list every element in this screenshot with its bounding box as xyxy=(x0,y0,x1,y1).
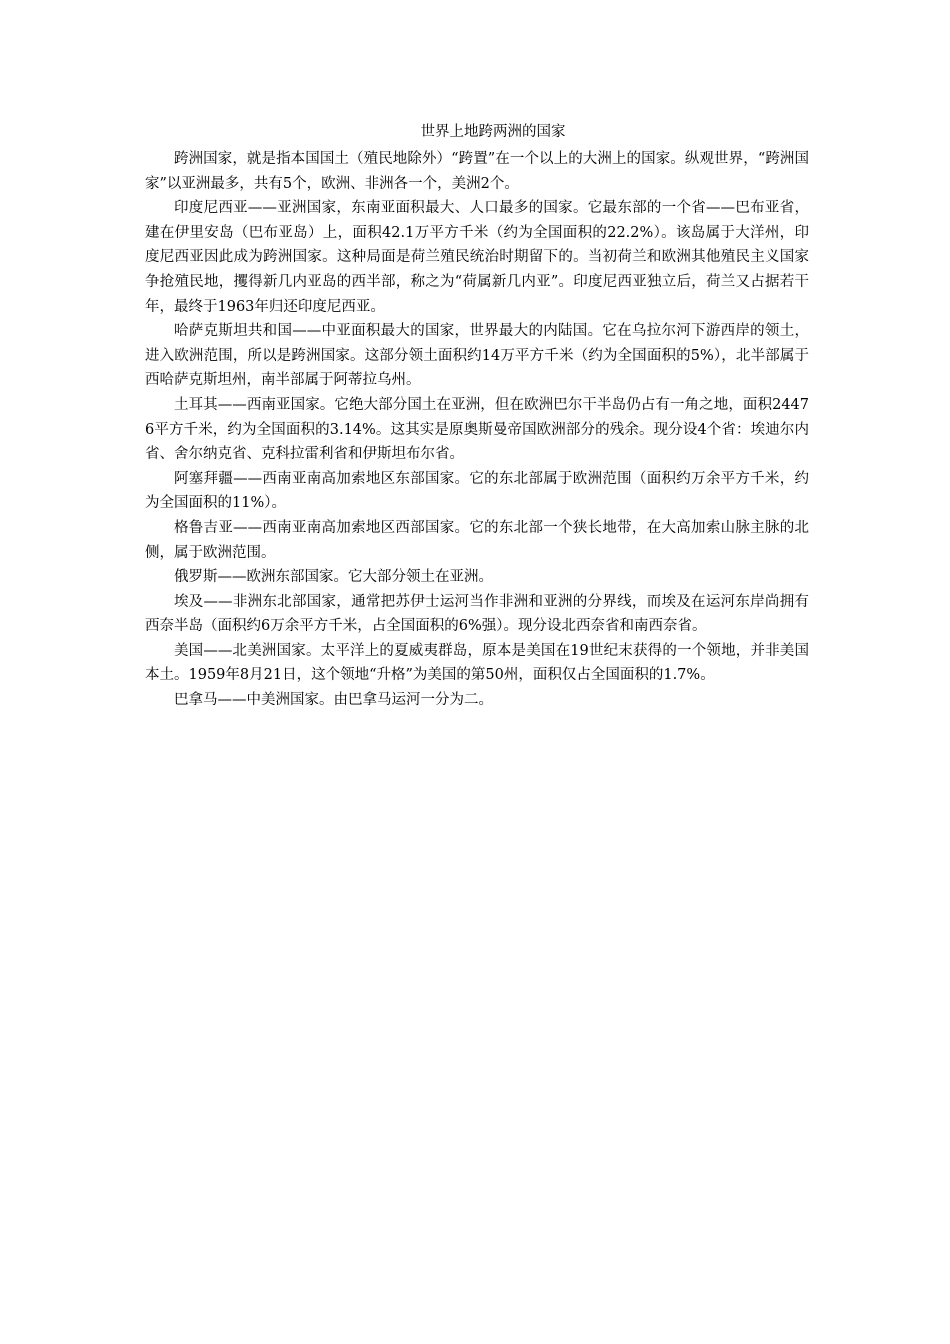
paragraph-indonesia: 印度尼西亚——亚洲国家，东南亚面积最大、人口最多的国家。它最东部的一个省——巴布亚省，建在伊里安岛（巴布亚岛）上，面积42.1万平方千米（约为全国面积的22.2%）。该岛属于大洋州，印度尼西亚因此成为跨洲国家。这种局面是荷兰殖民统治时期留下的。当初荷兰和欧洲其他殖民主义国家争抢殖民地，攫得新几内亚岛的西半部，称之为“荷属新几内亚”。印度尼西亚独立后，荷兰又占据若干年，最终于1963年归还印度尼西亚。 xyxy=(145,200,809,315)
paragraph-georgia: 格鲁吉亚——西南亚南高加索地区西部国家。它的东北部一个狭长地带，在大高加索山脉主脉的北侧，属于欧洲范围。 xyxy=(145,519,809,561)
paragraph-egypt: 埃及——非洲东北部国家，通常把苏伊士运河当作非洲和亚洲的分界线，而埃及在运河东岸尚拥有西奈半岛（面积约6万余平方千米，占全国面积的6%强）。现分设北西奈省和南西奈省。 xyxy=(145,593,809,635)
paragraph-usa: 美国——北美洲国家。太平洋上的夏威夷群岛，原本是美国在19世纪末获得的一个领地，并非美国本土。1959年8月21日，这个领地“升格”为美国的第50州，面积仅占全国面积的1.7%。 xyxy=(145,642,809,684)
document-title: 世界上地跨两洲的国家 xyxy=(420,124,566,140)
document-page xyxy=(145,120,809,713)
paragraph-intro: 跨洲国家，就是指本国国土（殖民地除外）“跨置”在一个以上的大洲上的国家。纵观世界，“跨洲国家”以亚洲最多，共有5个，欧洲、非洲各一个，美洲2个。 xyxy=(145,151,809,192)
paragraph-azerbaijan: 阿塞拜疆——西南亚南高加索地区东部国家。它的东北部属于欧洲范围（面积约万余平方千米，约为全国面积的11%）。 xyxy=(145,470,809,512)
paragraph-turkey: 土耳其——西南亚国家。它绝大部分国土在亚洲，但在欧洲巴尔干半岛仍占有一角之地，面积24476平方千米，约为全国面积的3.14%。这其实是原奥斯曼帝国欧洲部分的残余。现分设4个省：埃迪尔内省、舍尔纳克省、克科拉雷利省和伊斯坦布尔省。 xyxy=(145,396,809,463)
paragraph-kazakhstan: 哈萨克斯坦共和国——中亚面积最大的国家，世界最大的内陆国。它在乌拉尔河下游西岸的领土，进入欧洲范围，所以是跨洲国家。这部分领土面积约14万平方千米（约为全国面积的5%），北半部属于西哈萨克斯坦州，南半部属于阿蒂拉乌州。 xyxy=(145,323,809,389)
paragraph-panama: 巴拿马——中美洲国家。由巴拿马运河一分为二。 xyxy=(174,692,493,709)
paragraph-russia: 俄罗斯——欧洲东部国家。它大部分领土在亚洲。 xyxy=(174,569,493,586)
